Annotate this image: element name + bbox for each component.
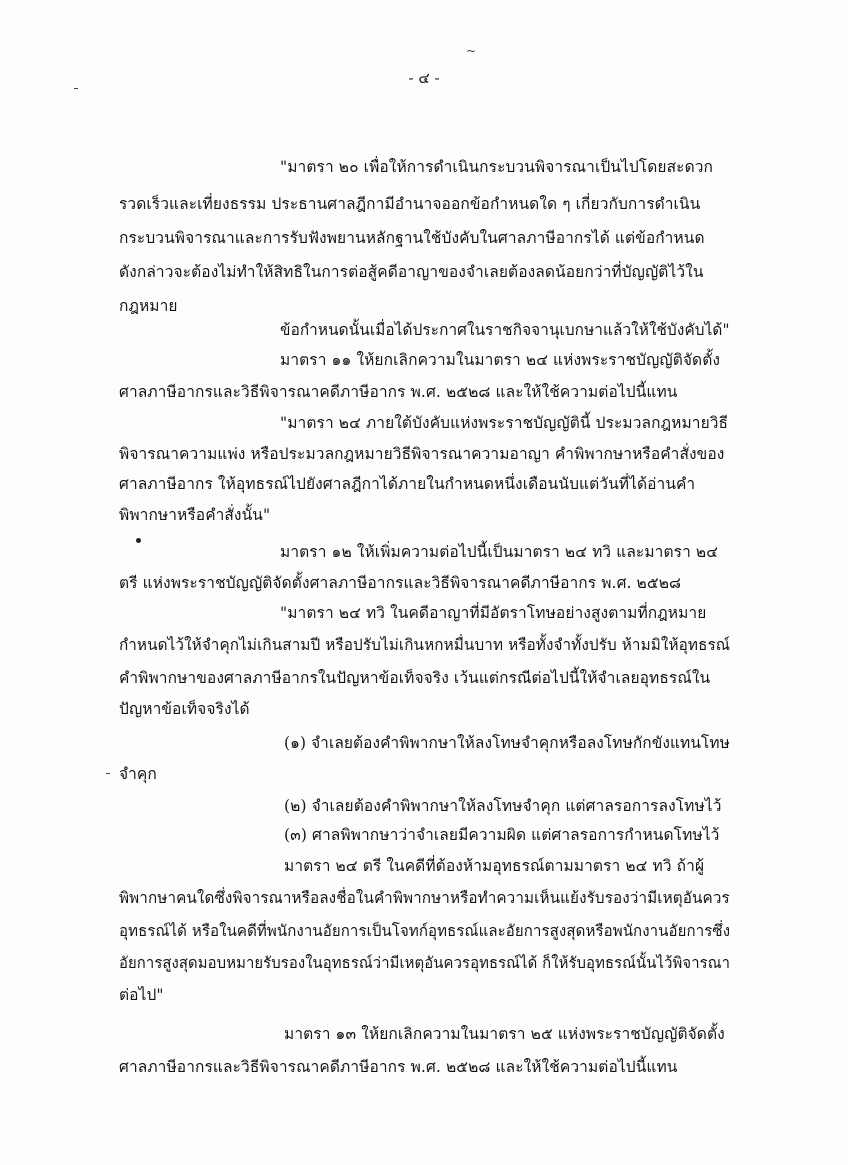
text-line: ศาลภาษีอากร ให้อุทธรณ์ไปยังศาลฎีกาได้ภายในกำหนดหนึ่งเดือนนับแต่วันที่ได้อ่านคำ <box>119 475 696 493</box>
text-line: ปัญหาข้อเท็จจริงได้ <box>119 700 250 718</box>
text-line: อุทธรณ์ได้ หรือในคดีที่พนักงานอัยการเป็นโจทก์อุทธรณ์และอัยการสูงสุดหรือพนักงานอัยการซึ่ง <box>119 922 731 940</box>
text-line: อัยการสูงสุดมอบหมายรับรองในอุทธรณ์ว่ามีเหตุอันควรอุทธรณ์ได้ ก็ให้รับอุทธรณ์นั้นไว้พิจารณา <box>119 954 730 972</box>
text-line: ศาลภาษีอากรและวิธีพิจารณาคดีภาษีอากร พ.ศ. ๒๕๒๘ และให้ใช้ความต่อไปนี้แทน <box>119 383 678 401</box>
text-line: มาตรา ๑๓ ให้ยกเลิกความในมาตรา ๒๕ แห่งพระราชบัญญัติจัดตั้ง <box>284 1025 725 1043</box>
text-line: ตรี แห่งพระราชบัญญัติจัดตั้งศาลภาษีอากรและวิธีพิจารณาคดีภาษีอากร พ.ศ. ๒๕๒๘ <box>119 574 682 592</box>
page-number: - ๔ - <box>408 69 440 87</box>
scan-speck <box>106 773 110 774</box>
text-line: มาตรา ๑๑ ให้ยกเลิกความในมาตรา ๒๔ แห่งพระราชบัญญัติจัดตั้ง <box>280 351 721 369</box>
scan-dot <box>136 538 141 543</box>
text-line: มาตรา ๒๔ ตรี ในคดีที่ต้องห้ามอุทธรณ์ตามมาตรา ๒๔ ทวิ ถ้าผู้ <box>284 857 705 875</box>
text-line: (๓) ศาลพิพากษาว่าจำเลยมีความผิด แต่ศาลรอการกำหนดโทษไว้ <box>284 826 720 844</box>
text-line: กำหนดไว้ให้จำคุกไม่เกินสามปี หรือปรับไม่เกินหกหมื่นบาท หรือทั้งจำทั้งปรับ ห้ามมิให้อุทธรณ์ <box>119 636 731 654</box>
text-line: "มาตรา ๒๐ เพื่อให้การดำเนินกระบวนพิจารณาเป็นไปโดยสะดวก <box>280 158 714 176</box>
text-line: พิพากษาคนใดซึ่งพิจารณาหรือลงชื่อในคำพิพากษาหรือทำความเห็นแย้งรับรองว่ามีเหตุอันควร <box>119 889 730 907</box>
text-line: "มาตรา ๒๔ ทวิ ในคดีอาญาที่มีอัตราโทษอย่างสูงตามที่กฎหมาย <box>280 604 707 622</box>
text-line: ข้อกำหนดนั้นเมื่อได้ประกาศในราชกิจจานุเบกษาแล้วให้ใช้บังคับได้" <box>280 321 730 339</box>
text-line: มาตรา ๑๒ ให้เพิ่มความต่อไปนี้เป็นมาตรา ๒๔ ทวิ และมาตรา ๒๔ <box>280 543 719 561</box>
text-line: ศาลภาษีอากรและวิธีพิจารณาคดีภาษีอากร พ.ศ. ๒๕๒๘ และให้ใช้ความต่อไปนี้แทน <box>119 1058 678 1076</box>
scan-mark: ~ <box>466 44 477 58</box>
text-line: รวดเร็วและเที่ยงธรรม ประธานศาลฎีกามีอำนาจออกข้อกำหนดใด ๆ เกี่ยวกับการดำเนิน <box>119 195 701 213</box>
text-line: (๑) จำเลยต้องคำพิพากษาให้ลงโทษจำคุกหรือลงโทษกักขังแทนโทษ <box>284 734 730 752</box>
text-line: กระบวนพิจารณาและการรับฟังพยานหลักฐานใช้บังคับในศาลภาษีอากรได้ แต่ข้อกำหนด <box>119 229 705 247</box>
text-line: คำพิพากษาของศาลภาษีอากรในปัญหาข้อเท็จจริง เว้นแต่กรณีต่อไปนี้ให้จำเลยอุทธรณ์ใน <box>119 669 711 687</box>
text-line: พิพากษาหรือคำสั่งนั้น" <box>119 506 271 524</box>
text-line: กฎหมาย <box>119 297 178 315</box>
text-line: (๒) จำเลยต้องคำพิพากษาให้ลงโทษจำคุก แต่ศาลรอการลงโทษไว้ <box>284 797 722 815</box>
text-line: "มาตรา ๒๔ ภายใต้บังคับแห่งพระราชบัญญัตินี้ ประมวลกฎหมายวิธี <box>280 414 729 432</box>
text-line: ต่อไป" <box>119 986 164 1004</box>
text-line: พิจารณาความแพ่ง หรือประมวลกฎหมายวิธีพิจารณาความอาญา คำพิพากษาหรือคำสั่งของ <box>119 445 725 463</box>
text-line: ดังกล่าวจะต้องไม่ทำให้สิทธิในการต่อสู้คดีอาญาของจำเลยต้องลดน้อยกว่าที่บัญญัติไว้ใน <box>119 263 704 281</box>
text-line: จำคุก <box>119 765 157 783</box>
